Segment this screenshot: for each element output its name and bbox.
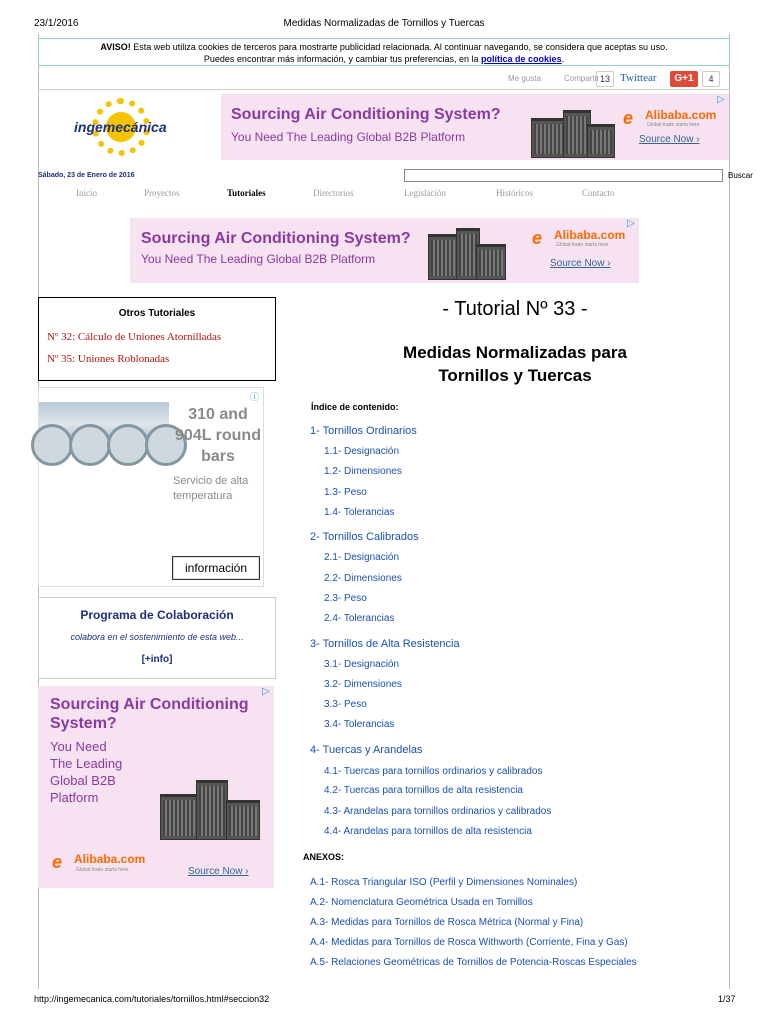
toc-item[interactable]: 2.4- Tolerancias [324, 613, 395, 624]
ac-unit-image [587, 126, 615, 158]
adchoices-icon[interactable]: ▷ [627, 218, 635, 229]
ad-source-link[interactable]: Source Now › [188, 866, 249, 877]
colab-sub: colabora en el sostenimiento de esta web... [70, 632, 244, 642]
print-title: Medidas Normalizadas de Tornillos y Tuercas [283, 18, 485, 29]
otros-tutoriales-title: Otros Tutoriales [118, 308, 196, 319]
print-header [0, 0, 768, 32]
toc-item[interactable]: 2.3- Peso [324, 593, 367, 604]
ad-tagline: Global trade starts here. [556, 242, 610, 248]
colab-more-link[interactable]: [+info] [141, 654, 173, 665]
toc-section-4[interactable]: 4- Tuercas y Arandelas [310, 744, 423, 756]
toc-item[interactable]: 1.3- Peso [324, 487, 367, 498]
ad-brand: Alibaba.com [554, 228, 626, 242]
page-title-line-2: Tornillos y Tuercas [438, 366, 592, 385]
ad-brand: Alibaba.com [74, 852, 146, 866]
tutorial-number: - Tutorial Nº 33 - [442, 298, 588, 320]
pipe-ring [31, 424, 73, 466]
ad-310-line-2: 904L round [175, 427, 261, 444]
ad-310-small-2: temperatura [173, 490, 233, 502]
pipe-ring [69, 424, 111, 466]
tutorial-link-35[interactable]: Nº 35: Uniones Roblonadas [47, 353, 170, 365]
nav-historicos[interactable]: Históricos [496, 188, 533, 198]
alibaba-logo-icon: e [623, 108, 634, 128]
ad-tagline: Global trade starts here. [647, 122, 701, 128]
alibaba-logo-icon: e [52, 852, 63, 872]
logo-name: ingemecánica [74, 119, 167, 135]
print-url: http://ingemecanica.com/tutoriales/tornillos.html#seccion32 [34, 994, 270, 1004]
share-button[interactable]: Compartir [564, 74, 600, 83]
anexo-link[interactable]: A.1- Rosca Triangular ISO (Perfil y Dimensiones Nominales) [310, 877, 578, 888]
cookie-notice [38, 38, 730, 66]
ac-unit-image [476, 246, 506, 280]
toc-item[interactable]: 1.1- Designación [324, 446, 400, 457]
toc-section-2[interactable]: 2- Tornillos Calibrados [310, 531, 419, 543]
ad-source-link[interactable]: Source Now › [639, 134, 700, 145]
ad-side-headline-2: System? [50, 715, 117, 732]
cookie-label: AVISO! [100, 42, 131, 52]
alibaba-logo-icon: e [532, 228, 543, 248]
main-nav [38, 188, 730, 202]
ad-side-headline-1: Sourcing Air Conditioning [50, 696, 249, 713]
ac-unit-image [226, 802, 260, 840]
nav-legislacion[interactable]: Legislación [404, 188, 446, 198]
ad-310-small-1: Servicio de alta [173, 475, 249, 487]
toc-item[interactable]: 4.2- Tuercas para tornillos de alta resistencia [324, 785, 523, 796]
cookie-text-1: Esta web utiliza cookies de terceros para mostrarte publicidad relacionada. Al continuar navegando, se considera que aceptas su uso. [130, 42, 668, 52]
adchoices-icon[interactable]: ⓘ [249, 392, 259, 402]
toc-item[interactable]: 3.4- Tolerancias [324, 719, 395, 730]
toc-item[interactable]: 4.1- Tuercas para tornillos ordinarios y calibrados [324, 766, 543, 777]
toc-item[interactable]: 1.4- Tolerancias [324, 507, 395, 518]
ad-side-sub-2: The Leading [50, 756, 123, 771]
print-date: 23/1/2016 [34, 18, 79, 29]
toc-item[interactable]: 4.4- Arandelas para tornillos de alta resistencia [324, 826, 532, 837]
toc-item[interactable]: 2.1- Designación [324, 552, 400, 563]
toc-item[interactable]: 1.2- Dimensiones [324, 466, 402, 477]
ad-tagline: Global trade starts here. [76, 867, 130, 873]
pipes-image [39, 402, 169, 450]
share-count: 13 [596, 71, 614, 87]
social-bar [38, 70, 730, 88]
site-logo[interactable] [72, 96, 192, 160]
date-line: Sábado, 23 de Enero de 2016 [38, 172, 135, 179]
toc-item[interactable]: 2.2- Dimensiones [324, 573, 402, 584]
divider [38, 89, 730, 90]
twitter-button[interactable]: Twittear [620, 72, 657, 84]
ad-headline: Sourcing Air Conditioning System? [141, 230, 411, 247]
anexo-link[interactable]: A.4- Medidas para Tornillos de Rosca Withworth (Corriente, Fina y Gas) [310, 937, 628, 948]
otros-tutoriales-box [38, 297, 276, 381]
ad-brand: Alibaba.com [645, 108, 717, 122]
page-title [300, 341, 730, 387]
ad-banner-top[interactable] [221, 94, 729, 160]
ac-unit-image [531, 120, 567, 158]
toc-item[interactable]: 3.2- Dimensiones [324, 679, 402, 690]
ac-unit-image [428, 236, 458, 280]
anexo-link[interactable]: A.5- Relaciones Geométricas de Tornillos de Potencia-Roscas Especiales [310, 957, 637, 968]
ad-310-line-3: bars [201, 448, 235, 465]
search-button[interactable]: Buscar [728, 171, 753, 180]
pipe-ring [107, 424, 149, 466]
ad-310-bars[interactable] [38, 387, 264, 587]
adchoices-icon[interactable]: ▷ [717, 94, 725, 105]
cookie-text-end: . [561, 54, 565, 64]
colab-title: Programa de Colaboración [80, 608, 234, 622]
nav-directorios[interactable]: Directorios [313, 188, 354, 198]
toc-item[interactable]: 4.3- Arandelas para tornillos ordinarios y calibrados [324, 806, 552, 817]
ad-310-line-1: 310 and [188, 406, 248, 423]
ad-side-sub-4: Platform [50, 790, 99, 805]
ad-sub: You Need The Leading Global B2B Platform [141, 252, 376, 266]
gplus-button[interactable]: G+1 [670, 71, 698, 87]
ad-banner-side[interactable] [38, 686, 274, 888]
toc-item[interactable]: 3.1- Designación [324, 659, 400, 670]
like-button[interactable]: Me gusta [508, 74, 541, 83]
index-title: Índice de contenido: [311, 402, 399, 412]
nav-inicio[interactable]: Inicio [76, 188, 97, 198]
ac-unit-image [160, 796, 198, 840]
toc-section-3[interactable]: 3- Tornillos de Alta Resistencia [310, 638, 460, 650]
toc-section-1[interactable]: 1- Tornillos Ordinarios [310, 425, 417, 437]
tutorial-link-32[interactable]: Nº 32: Cálculo de Uniones Atornilladas [47, 331, 222, 343]
nav-proyectos[interactable]: Proyectos [144, 188, 180, 198]
cookie-policy-link[interactable]: política de cookies [481, 54, 562, 64]
ad-side-sub-1: You Need [50, 739, 107, 754]
adchoices-icon[interactable]: ▷ [262, 686, 270, 697]
colaboracion-box [38, 597, 276, 679]
search-input[interactable] [404, 169, 723, 182]
page-title-line-1: Medidas Normalizadas para [403, 343, 627, 362]
nav-tutoriales[interactable]: Tutoriales [227, 188, 266, 198]
ac-unit-image [196, 782, 228, 840]
anexos-title: ANEXOS: [303, 852, 345, 862]
anexo-link[interactable]: A.2- Nomenclatura Geométrica Usada en Tornillos [310, 897, 533, 908]
gplus-count: 4 [702, 71, 720, 87]
ad-310-info-button[interactable]: información [172, 556, 260, 580]
nav-contacto[interactable]: Contacto [582, 188, 615, 198]
ad-sub: You Need The Leading Global B2B Platform [231, 130, 466, 144]
anexo-link[interactable]: A.3- Medidas para Tornillos de Rosca Métrica (Normal y Fina) [310, 917, 584, 928]
ad-side-sub-3: Global B2B [50, 773, 116, 788]
ad-banner-middle[interactable] [130, 218, 639, 283]
toc-item[interactable]: 3.3- Peso [324, 699, 367, 710]
cookie-text-2: Puedes encontrar más información, y cambiar tus preferencias, en la [203, 54, 482, 64]
ad-source-link[interactable]: Source Now › [550, 258, 611, 269]
print-page-number: 1/37 [718, 994, 736, 1004]
ad-headline: Sourcing Air Conditioning System? [231, 106, 501, 123]
